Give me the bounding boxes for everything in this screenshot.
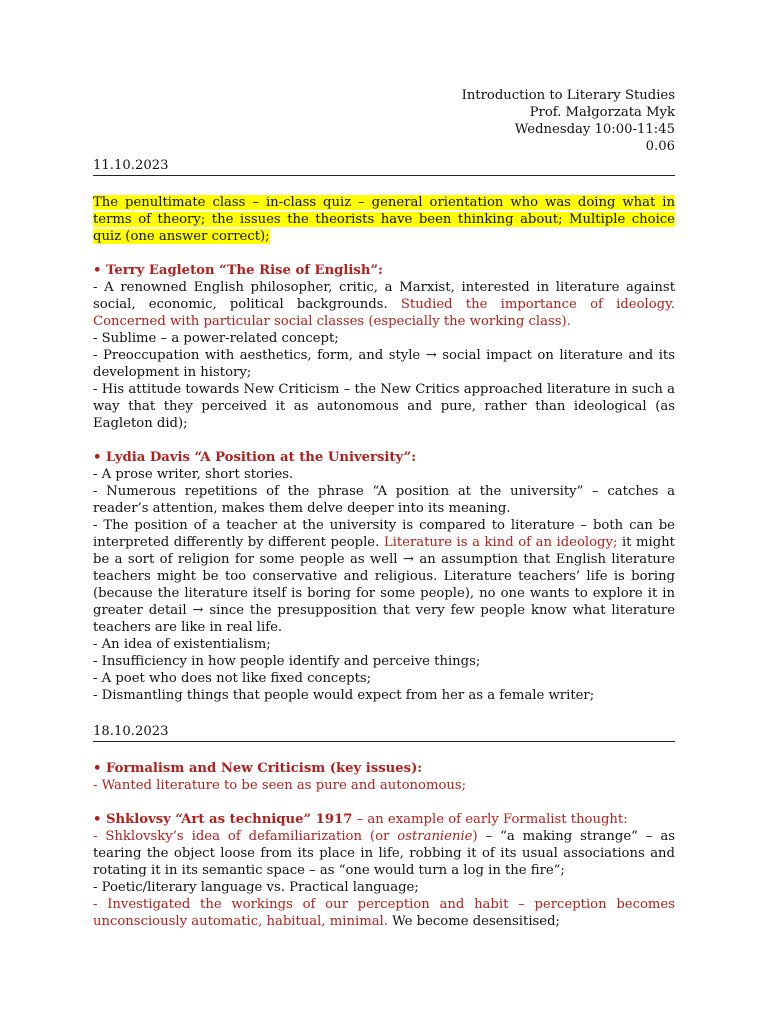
- section-heading-eagleton: • Terry Eagleton “The Rise of English”:: [93, 263, 383, 278]
- document-page: [93, 87, 675, 930]
- professor-name: Prof. Małgorzata Myk: [529, 105, 675, 120]
- note-line: [93, 279, 675, 330]
- note-line: - Wanted literature to be seen as pure and autonomous;: [93, 778, 467, 793]
- note-line: - Dismantling things that people would expect from her as a female writer;: [93, 688, 595, 703]
- section-heading-formalism: • Formalism and New Criticism (key issues):: [93, 761, 423, 776]
- course-header: [93, 87, 675, 155]
- note-line: - His attitude towards New Criticism – the New Critics approached literature in such a way that they perceived it as autonomous and pure, rather than ideological (as Eagleton did);: [93, 382, 675, 431]
- date-heading-2: 18.10.2023: [93, 723, 675, 742]
- intro-paragraph: [93, 194, 675, 245]
- note-emphasis: - Shklovsky’s idea of defamiliarization (or: [93, 829, 390, 844]
- note-text: – “a making strange” – as tearing the object loose from its place in life, robbing it of its usual associations and rotating it in its semantic space – as “one would turn a log in the fire”;: [93, 829, 675, 878]
- section-heading-shklovsky: • Shklovsy “Art as technique” 1917: [93, 812, 353, 827]
- section-formalism: [93, 760, 675, 794]
- note-line: - Sublime – a power-related concept;: [93, 331, 339, 346]
- section-eagleton: [93, 262, 675, 432]
- section-shklovsky: [93, 811, 675, 930]
- note-line: - A poet who does not like fixed concepts;: [93, 671, 372, 686]
- note-line: - An idea of existentialism;: [93, 637, 271, 652]
- note-line: [93, 517, 675, 636]
- note-text: - The position of a teacher at the university is compared to literature – both can be interpreted differently by different people.: [93, 518, 675, 550]
- section-heading-davis: • Lydia Davis “A Position at the University”:: [93, 450, 417, 465]
- heading-tail: – an example of early Formalist thought:: [356, 812, 628, 827]
- term-ostranienie: ostranienie: [397, 829, 473, 844]
- note-emphasis: Literature is a kind of an ideology;: [383, 535, 618, 550]
- note-line: [93, 896, 675, 930]
- note-emphasis: Studied the importance of ideology. Concerned with particular social classes (especially the working class).: [93, 297, 675, 329]
- section-davis: [93, 449, 675, 704]
- note-emphasis: ): [472, 829, 478, 844]
- note-line: - A prose writer, short stories.: [93, 467, 294, 482]
- note-line: - Preoccupation with aesthetics, form, and style → social impact on literature and its development in history;: [93, 348, 675, 380]
- course-title: Introduction to Literary Studies: [461, 88, 675, 103]
- note-emphasis: - Investigated the workings of our perception and habit – perception becomes unconsciously automatic, habitual, minimal.: [93, 897, 675, 929]
- room-number: 0.06: [645, 139, 675, 154]
- note-line: - Poetic/literary language vs. Practical language;: [93, 880, 419, 895]
- note-text: We become desensitised;: [392, 914, 560, 929]
- note-text: - A renowned English philosopher, critic, a Marxist, interested in literature against social, economic, political backgrounds.: [93, 280, 675, 312]
- section-heading-shklovsky-line: [93, 811, 675, 828]
- class-time: Wednesday 10:00-11:45: [514, 122, 675, 137]
- date-heading-1: 11.10.2023: [93, 157, 675, 176]
- note-line: - Numerous repetitions of the phrase “A position at the university” – catches a reader’s attention, makes them delve deeper into its meaning.: [93, 484, 675, 516]
- note-line: - Insufficiency in how people identify and perceive things;: [93, 654, 481, 669]
- highlighted-intro: The penultimate class – in-class quiz – general orientation who was doing what in terms of theory; the issues the theorists have been thinking about; Multiple choice quiz (one answer correct);: [93, 195, 675, 244]
- note-line: [93, 828, 675, 879]
- note-text: it might be a sort of religion for some people as well → an assumption that English literature teachers might be too conservative and religious. Literature teachers’ life is boring (because the literature itself is boring for some people), no one wants to explore it in greater detail → since the presupposition that very few people know what literature teachers are like in real life.: [93, 535, 675, 635]
